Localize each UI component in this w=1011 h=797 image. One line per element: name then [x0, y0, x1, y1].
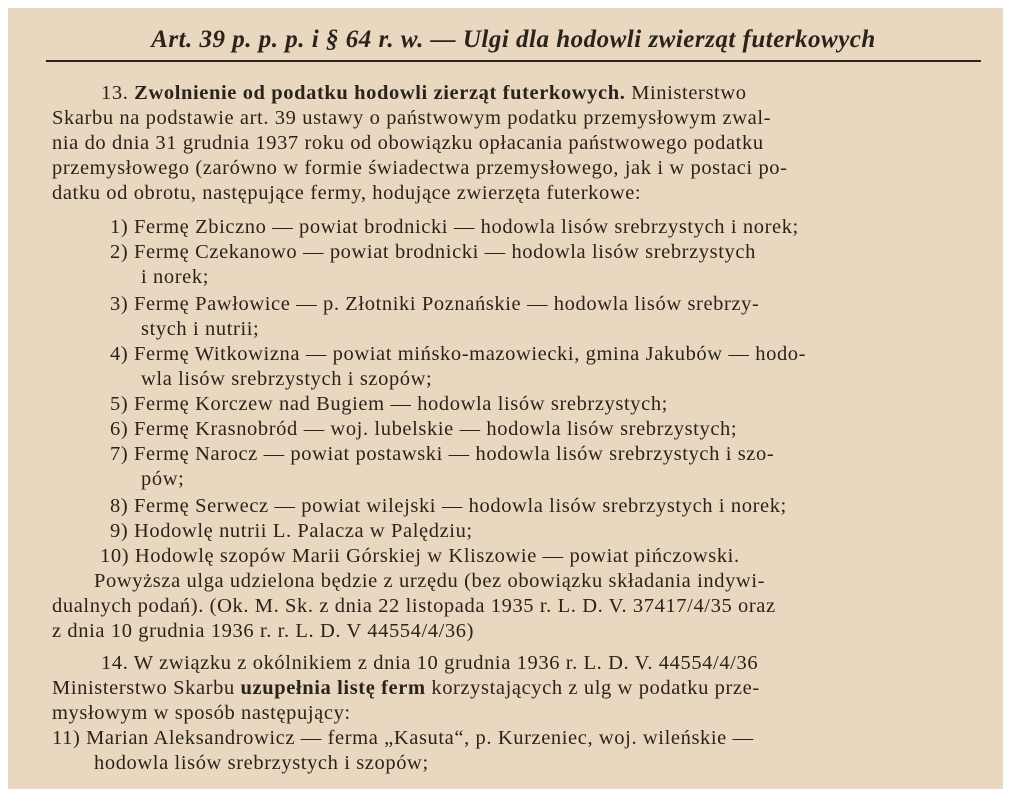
list-item-11: 11) Marian Aleksandrowicz — ferma „Kasuta“, p. Kurzeniec, woj. wileńskie —	[52, 727, 754, 749]
section-13-closing-2: z dnia 10 grudnia 1936 r. r. L. D. V 44554/4/36)	[52, 620, 475, 642]
list-item-2: 2) Fermę Czekanowo — powiat brodnicki — hodowla lisów srebrzystych	[110, 241, 756, 263]
page-header-title: Art. 39 p. p. p. i § 64 r. w. — Ulgi dla hodowli zwierząt futerkowych	[151, 26, 876, 53]
list-item-8: 8) Fermę Serwecz — powiat wilejski — hodowla lisów srebrzystych i norek;	[110, 495, 787, 517]
section-13-intro-2: nia do dnia 31 grudnia 1937 roku od obowiązku opłacania państwowego podatku	[52, 132, 764, 154]
list-item-4-cont: wla lisów srebrzystych i szopów;	[141, 368, 433, 390]
section-13-heading: Zwolnienie od podatku hodowli zierząt futerkowych.	[134, 82, 626, 104]
list-item-1: 1) Fermę Zbiczno — powiat brodnicki — hodowla lisów srebrzystych i norek;	[110, 216, 799, 238]
list-item-6: 6) Fermę Krasnobród — woj. lubelskie — hodowla lisów srebrzystych;	[110, 418, 738, 440]
section-13-closing-0: Powyższa ulga udzielona będzie z urzędu (bez obowiązku składania indywi-	[94, 570, 766, 592]
list-item-7-cont: pów;	[141, 468, 185, 490]
list-item-9: 9) Hodowlę nutrii L. Palacza w Palędziu;	[110, 520, 473, 542]
document-page	[8, 8, 1003, 789]
list-item-5: 5) Fermę Korczew nad Bugiem — hodowla lisów srebrzystych;	[110, 393, 668, 415]
list-item-3: 3) Fermę Pawłowice — p. Złotniki Poznańskie — hodowla lisów srebrzy-	[110, 293, 760, 315]
section-14-third-line: mysłowym w sposób następujący:	[52, 702, 351, 724]
list-item-10: 10) Hodowlę szopów Marii Górskiej w Kliszowie — powiat pińczowski.	[100, 545, 740, 567]
section-13-intro-1: Skarbu na podstawie art. 39 ustawy o państwowym podatku przemysłowym zwal-	[52, 107, 772, 129]
section-14-second-line	[52, 676, 760, 700]
section-13-intro-3: przemysłowego (zarówno w formie świadectwa przemysłowego, jak i w postaci po-	[52, 157, 788, 179]
section-13-intro-4: datku od obrotu, następujące fermy, hodujące zwierzęta futerkowe:	[52, 182, 642, 204]
section-14-text-before: Ministerstwo Skarbu	[52, 677, 241, 699]
header-rule	[46, 60, 981, 62]
list-item-3-cont: stych i nutrii;	[141, 318, 260, 340]
list-item-7: 7) Fermę Narocz — powiat postawski — hodowla lisów srebrzystych i szo-	[110, 443, 775, 465]
section-13-first-line	[101, 81, 981, 105]
section-13-number: 13.	[101, 82, 129, 104]
section-14-first-line: 14. W związku z okólnikiem z dnia 10 grudnia 1936 r. L. D. V. 44554/4/36	[101, 652, 759, 674]
section-14-bold-phrase: uzupełnia listę ferm	[240, 677, 426, 699]
section-13-intro-0: Ministerstwo	[631, 82, 747, 104]
list-item-11-cont: hodowla lisów srebrzystych i szopów;	[94, 752, 429, 774]
list-item-2-cont: i norek;	[141, 266, 209, 288]
list-item-4: 4) Fermę Witkowizna — powiat mińsko-mazowiecki, gmina Jakubów — hodo-	[110, 343, 807, 365]
section-14-text-after: korzystających z ulg w podatku prze-	[425, 677, 760, 699]
section-13-closing-1: dualnych podań). (Ok. M. Sk. z dnia 22 listopada 1935 r. L. D. V. 37417/4/35 oraz	[52, 595, 776, 617]
